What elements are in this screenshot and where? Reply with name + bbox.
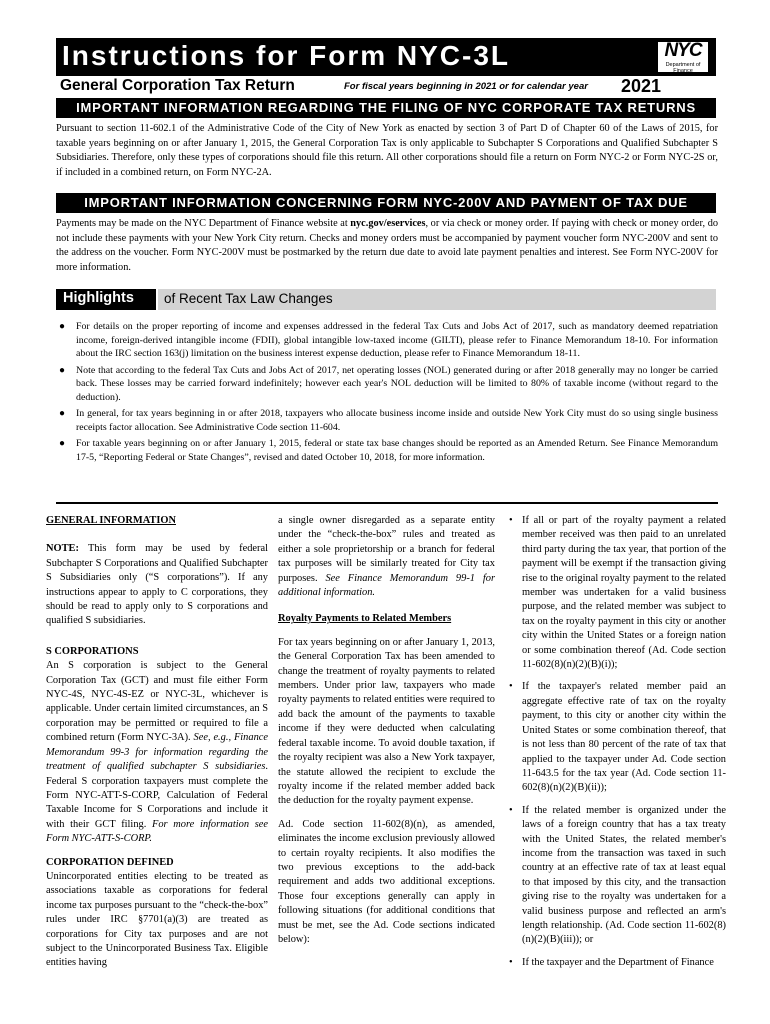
disregarded-entity-paragraph: a single owner disregarded as a separate entity under the “check-the-box” rules and treated as either a sole proprietorship or a branch for federal tax purposes will be similarly treated for City tax purposes. See Finance Memorandum 99-1 for additional information.: [278, 515, 495, 599]
title-bar: [56, 38, 716, 76]
list-item: ● Note that according to the federal Tax Cuts and Jobs Act of 2017, net operating losses (NOL) generated during or after 2018 generally may no longer be carried back. These losses may be carried forward indefinitely; however each year's NOL deduction will be limited to 80% of taxable income (without regard to the deduction).: [59, 364, 718, 403]
form-title: Instructions for Form NYC-3L: [62, 40, 511, 71]
payment-heading-bar: [56, 193, 716, 213]
payment-body-pre: Payments may be made on the NYC Department of Finance website at: [56, 218, 351, 229]
logo-text: NYC: [664, 40, 702, 61]
bullet-icon: •: [509, 804, 513, 816]
list-item: • If the taxpayer and the Department of Finance: [508, 956, 726, 970]
filing-heading: IMPORTANT INFORMATION REGARDING THE FILING OF NYC CORPORATE TAX RETURNS: [76, 100, 696, 115]
bullet-icon: ●: [59, 364, 66, 376]
tax-year: 2021: [621, 76, 662, 96]
note-body: This form may be used by federal Subchapter S Corporations and Qualified Subchapter S Subsidiaries only (“S corporations”). If any instructions appear to apply to C corporations, they should be read to apply only to S corporations and qualified S subsidiaries.: [46, 543, 268, 627]
bullet-icon: ●: [59, 438, 66, 449]
bullet-icon: •: [509, 956, 513, 968]
highlights-label-box: [56, 289, 156, 310]
bullet-icon: •: [509, 681, 513, 693]
memo-99-3-ref: See, e.g., Finance Memorandum 99-3 for information regarding the treatment of qualified subchapter S subsidiaries: [46, 732, 268, 773]
list-item: ● In general, for tax years beginning in or after 2018, taxpayers who allocate business income inside and outside New York City must do so using single business receipts factor allocation. See Administrative Code section 11-604.: [59, 408, 718, 433]
fiscal-note: For fiscal years beginning in 2021 or for calendar year: [344, 81, 588, 92]
list-item: ● For details on the proper reporting of income and expenses addressed in the federal Tax Cuts and Jobs Act of 2017, such as mandatory deemed repatriation income, foreign-derived intangible income (FDII), global intangible low-taxed income (GILTI), please refer to Finance Memorandum 18-10. For information about the IRC section 163(j) limitation on the business interest expense deduction, please refer to Finance Memorandum 18-11.: [59, 321, 718, 359]
payment-body: [56, 217, 718, 275]
column-3: [508, 514, 726, 978]
royalty-paragraph: For tax years beginning on or after January 1, 2013, the General Corporation Tax has been amended to change the treatment of royalty payments to related members. Under prior law, taxpayers who made royalty payments to related entities were required to add back the amount of the payments to taxable income if they were deducted when calculating federal taxable income. To avoid double taxation, if the royalty recipient was also a New York taxpayer, the statute allowed the recipient to exclude the royalty income if the related member added back the deduction for the royalty payment expense.: [278, 636, 495, 807]
form-subtitle: General Corporation Tax Return: [60, 77, 295, 94]
filing-heading-bar: [56, 98, 716, 118]
list-item: • If the taxpayer's related member paid an aggregate effective rate of tax on the royalty payment, to this city or another city within the United States or some combination thereof, that is not less than 80 percent of the rate of tax that applied to the taxpayer under Ad. Code section 11-643.5 for the tax year (Ad. Code section 11-602(8)(n)(2)(B)(ii));: [509, 681, 726, 794]
list-item: ● For taxable years beginning on or after January 1, 2015, federal or state tax base changes should be reported as an Amended Return. See Finance Memorandum 17-5, “Reporting Federal or State Changes”, revised and dated October 10, 2018, for more information.: [59, 438, 718, 463]
list-item: • If all or part of the royalty payment a related member received was then paid to an unrelated third party during the tax year, that portion of the payment will be exempt if the transaction giving rise to the original royalty payment to the related member was undertaken for a valid business purpose, and the related member was subject to tax on the royalty payment in this city or another city within the United States or a foreign nation or some combination thereof (Ad. Code section 11-602(8)(n)(2)(B)(i));: [509, 515, 726, 671]
s-corp-paragraph: An S corporation is subject to the General Corporation Tax (GCT) and must file either Form NYC-4S, NYC-4S-EZ or NYC-3L, whichever is applicable. Under certain limited circumstances, an S corporation may be permitted or required to file a combined return (Form NYC-3A). See, e.g., Finance Memorandum 99-3 for information regarding the treatment of qualified subchapter S subsidiaries. Federal S corporation taxpayers must complete the Form NYC-ATT-S-CORP, Calculation of Federal Taxable Income for S Corporations and include it with their GCT filing. For more information see Form NYC-ATT-S-CORP.: [46, 660, 269, 845]
bullet-icon: ●: [59, 321, 66, 332]
section-divider: [56, 502, 718, 504]
column-1: [46, 514, 268, 980]
subtitle-row: [56, 76, 716, 98]
eservices-link[interactable]: nyc.gov/eservices: [350, 218, 426, 229]
column-2: [278, 514, 495, 956]
ad-code-paragraph: Ad. Code section 11-602(8)(n), as amended, eliminates the income exclusion previously allowed to certain royalty recipients. It also modifies the two previous exceptions to the add-back requirement and adds two additional exceptions. Those four exceptions generally can apply in following situations (for additional conditions that must be met, see the Ad. Code sections indicated below):: [278, 818, 495, 945]
list-item: • If the related member is organized under the laws of a foreign country that has a tax treaty with the United States, the related member's income from the transaction was taxed in such country at an effective rate of tax at least equal to that imposed by this city, and the transaction giving rise to the royalty was undertaken for a valid business purpose and reflected an arm's length relationship. (Ad. Code section 11-602(8)(n)(2)(B)(iii)); or: [509, 804, 726, 946]
bullet-icon: •: [509, 515, 513, 526]
payment-body-post: , or via check or money order. If paying with check or money order, do not include these payments with your New York City return. Checks and money orders must be accompanied by payment voucher form NYC-200V and sent to the address on the voucher. Form NYC-200V must be postmarked by the return due date to avoid late payment penalties and interest. See Form NYC-200V for more information.: [56, 218, 718, 273]
memo-99-1-ref: See Finance Memorandum 99-1 for additional information.: [278, 572, 495, 599]
logo-subtext: Department of Finance: [665, 62, 701, 74]
nyc-logo: [658, 42, 708, 72]
filing-body: Pursuant to section 11-602.1 of the Administrative Code of the City of New York as enacted by section 3 of Part D of Chapter 60 of the Laws of 2015, for taxable years beginning on or after January 1, 2015, the General Corporation Tax is only applicable to Subchapter S Corporations and Qualified Subchapter S Subsidiaries. Therefore, only these types of corporations should file this return. All other corporations should file a return on Form NYC-2 or Form NYC-2S or, if included in a combined return, on Form NYC-2A.: [56, 123, 718, 178]
att-s-corp-ref: For more information see Form NYC-ATT-S-CORP.: [46, 818, 269, 845]
royalty-heading: Royalty Payments to Related Members: [278, 613, 452, 625]
general-info-heading: GENERAL INFORMATION: [46, 515, 176, 526]
highlights-list: [56, 320, 718, 467]
bullet-icon: ●: [59, 408, 66, 419]
s-corp-heading: S CORPORATIONS: [46, 645, 139, 657]
note-label: NOTE:: [46, 543, 79, 555]
highlights-label: Highlights: [63, 290, 134, 306]
corp-defined-paragraph: Unincorporated entities electing to be treated as associations taxable as corporations for federal income tax purposes pursuant to the “check-the-box” rules under IRC §7701(a)(3) are treated as corporations for City tax purposes and are not subject to the Unincorporated Business Tax. Eligible entities having: [46, 870, 268, 969]
highlights-subtitle-box: [158, 289, 716, 310]
note-paragraph: [46, 542, 268, 628]
payment-heading: IMPORTANT INFORMATION CONCERNING FORM NYC-200V AND PAYMENT OF TAX DUE: [84, 195, 688, 210]
highlights-subtitle: of Recent Tax Law Changes: [164, 291, 333, 306]
corp-defined-heading: CORPORATION DEFINED: [46, 856, 174, 868]
